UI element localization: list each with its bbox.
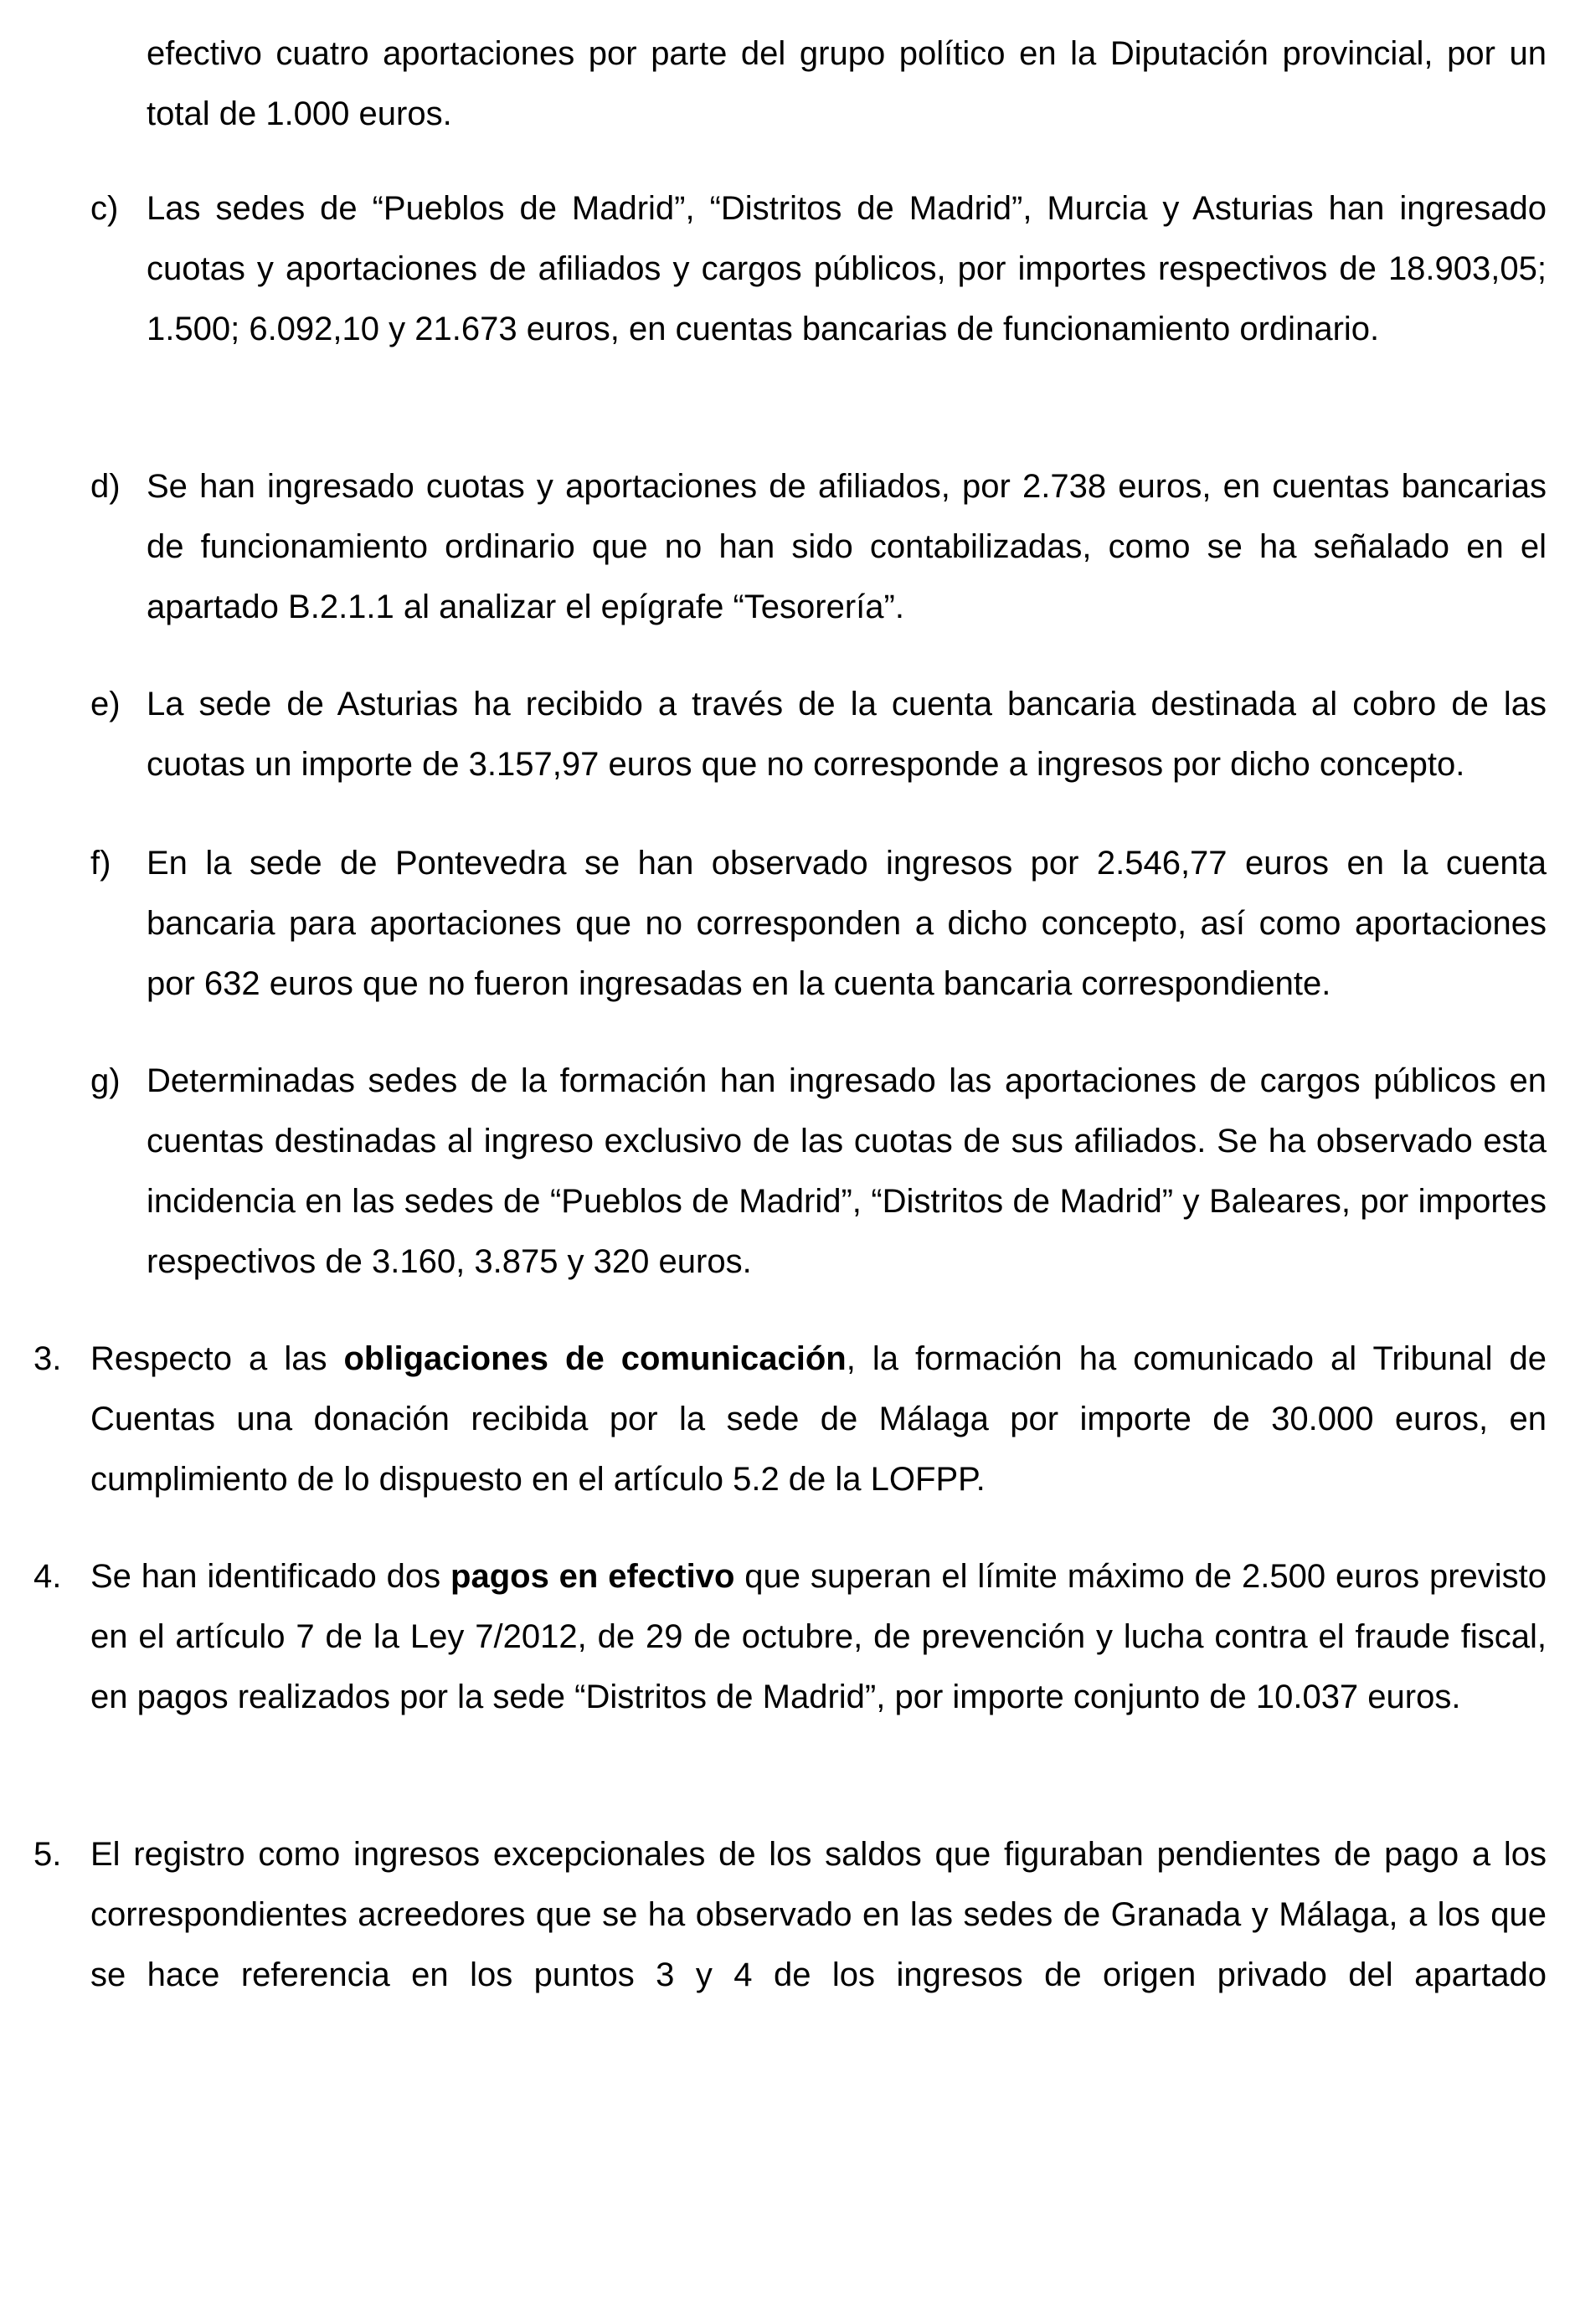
point-5-text: El registro como ingresos excepcionales de los saldos que figuraban pendientes de pago a los correspondientes acreedores que se ha observado en las sedes de Granada y Málaga, a los que se hace referencia en los puntos 3 y 4 de los ingresos de origen privado del apartado [90,1836,1547,1993]
item-c-text: Las sedes de “Pueblos de Madrid”, “Distritos de Madrid”, Murcia y Asturias han ingresado cuotas y aportaciones de afiliados y cargos públicos, por importes respectivos de 18.903,05; 1.500; 6.092,10 y 21.673 euros, en cuentas bancarias de funcionamiento ordinario. [147,190,1547,347]
item-d-text: Se han ingresado cuotas y aportaciones de afiliados, por 2.738 euros, en cuentas bancarias de funcionamiento ordinario que no han sido contabilizadas, como se ha señalado en el apartado B.2.1.1 al analizar el epígrafe “Tesorería”. [147,468,1547,625]
point-4-text-lead: Se han identificado dos [90,1558,451,1595]
item-e-text: La sede de Asturias ha recibido a través de la cuenta bancaria destinada al cobro de las cuotas un importe de 3.157,97 euros que no corresponde a ingresos por dicho concepto. [147,686,1547,783]
point-3-marker: 3. [33,1340,62,1377]
point-4-marker: 4. [33,1558,62,1595]
item-b-continuation-text: efectivo cuatro aportaciones por parte del grupo político en la Diputación provincial, por un total de 1.000 euros. [147,35,1547,132]
item-f-text: En la sede de Pontevedra se han observado ingresos por 2.546,77 euros en la cuenta bancaria para aportaciones que no corresponden a dicho concepto, así como aportaciones por 632 euros que no fueron ingresadas en la cuenta bancaria correspondiente. [147,845,1547,1002]
point-3-text-lead: Respecto a las [90,1340,344,1377]
item-c-marker: c) [90,190,119,227]
point-4-text [90,1546,1547,1727]
point-3-text [90,1329,1547,1509]
item-g-marker: g) [90,1062,121,1099]
item-d-marker: d) [90,468,121,505]
item-f-marker: f) [90,845,111,882]
point-3-text-rest: , la formación ha comunicado al Tribunal de Cuentas una donación recibida por la sede de Málaga por importe de 30.000 euros, en cumplimiento de lo dispuesto en el artículo 5.2 de la LOFPP. [90,1340,1547,1498]
point-4-bold-term: pagos en efectivo [450,1558,735,1595]
item-e-marker: e) [90,686,121,722]
item-g-text: Determinadas sedes de la formación han ingresado las aportaciones de cargos públicos en cuentas destinadas al ingreso exclusivo de las cuotas de sus afiliados. Se ha observado esta incidencia en las sedes de “Pueblos de Madrid”, “Distritos de Madrid” y Baleares, por importes respectivos de 3.160, 3.875 y 320 euros. [147,1062,1547,1280]
point-5-marker: 5. [33,1836,62,1873]
point-4-text-rest: que superan el límite máximo de 2.500 euros previsto en el artículo 7 de la Ley 7/2012, de 29 de octubre, de prevención y lucha contra el fraude fiscal, en pagos realizados por la sede “Distritos de Madrid”, por importe conjunto de 10.037 euros. [90,1558,1547,1715]
point-3-bold-term: obligaciones de comunicación [343,1340,847,1377]
